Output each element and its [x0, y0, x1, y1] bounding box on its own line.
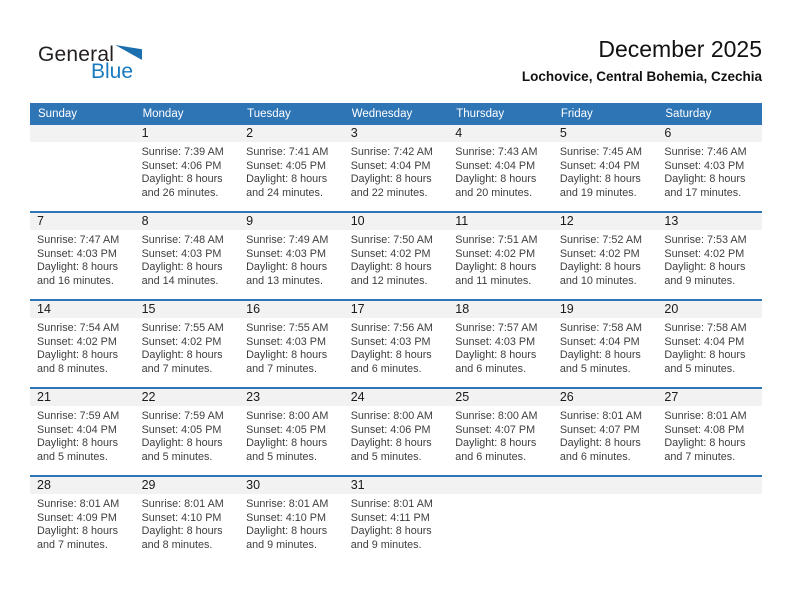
- day-number-strip: [30, 301, 135, 318]
- daylight-text-line1: Daylight: 8 hours: [141, 525, 223, 538]
- daylight-text-line2: and 7 minutes.: [246, 362, 317, 375]
- sunrise-text: Sunrise: 7:45 AM: [559, 146, 643, 158]
- day-cell: [135, 476, 240, 563]
- logo-text-blue: Blue: [91, 60, 134, 83]
- day-number: 19: [559, 302, 574, 316]
- day-number-strip: [657, 301, 762, 318]
- sunrise-text: Sunrise: 7:51 AM: [455, 234, 538, 246]
- week-row: [30, 476, 762, 563]
- sunset-text: Sunset: 4:05 PM: [246, 423, 326, 436]
- week-row: [30, 125, 762, 212]
- sunrise-text: Sunrise: 7:55 AM: [141, 322, 224, 334]
- daylight-text-line2: and 6 minutes.: [455, 362, 527, 375]
- day-number: 26: [559, 390, 574, 404]
- day-cell: [344, 300, 449, 388]
- sunrise-text: Sunrise: 7:56 AM: [350, 322, 433, 334]
- day-cell: [344, 388, 449, 476]
- daylight-text-line1: Daylight: 8 hours: [246, 261, 328, 274]
- day-details: [657, 406, 762, 464]
- weekday-header: Wednesday: [344, 103, 449, 125]
- day-number-strip: [553, 477, 658, 494]
- daylight-text-line2: and 5 minutes.: [559, 362, 631, 375]
- day-number: 9: [246, 214, 254, 228]
- day-number-strip: [657, 389, 762, 406]
- day-number: 1: [141, 126, 149, 140]
- day-cell: [553, 388, 658, 476]
- sunset-text: Sunset: 4:07 PM: [455, 423, 536, 436]
- day-details: [239, 230, 344, 288]
- daylight-text-line2: and 26 minutes.: [141, 186, 219, 199]
- day-details: [553, 142, 658, 200]
- day-cell: [553, 212, 658, 300]
- sunrise-text: Sunrise: 7:59 AM: [37, 410, 120, 422]
- day-number: 18: [455, 302, 470, 316]
- day-number: 16: [246, 302, 261, 316]
- daylight-text-line2: and 7 minutes.: [664, 450, 736, 463]
- day-number-strip: [448, 213, 553, 230]
- daylight-text-line1: Daylight: 8 hours: [141, 349, 223, 362]
- day-cell: [657, 388, 762, 476]
- daylight-text-line2: and 5 minutes.: [350, 450, 422, 463]
- daylight-text-line2: and 5 minutes.: [664, 362, 736, 375]
- day-number: 6: [664, 126, 672, 140]
- sunrise-text: Sunrise: 7:42 AM: [350, 146, 433, 158]
- day-number-strip: [135, 389, 240, 406]
- daylight-text-line1: Daylight: 8 hours: [559, 437, 641, 450]
- day-number: 30: [246, 478, 261, 492]
- daylight-text-line2: and 12 minutes.: [350, 274, 428, 287]
- sunset-text: Sunset: 4:02 PM: [559, 247, 640, 260]
- sunrise-text: Sunrise: 7:46 AM: [664, 146, 747, 158]
- day-cell: [553, 125, 658, 212]
- day-details: [30, 318, 135, 376]
- sunrise-text: Sunrise: 8:01 AM: [141, 498, 224, 510]
- day-details: [657, 318, 762, 376]
- daylight-text-line1: Daylight: 8 hours: [246, 349, 328, 362]
- weekday-header: Thursday: [448, 103, 553, 125]
- day-number: 13: [664, 214, 679, 228]
- day-number-strip: [657, 213, 762, 230]
- sunset-text: Sunset: 4:09 PM: [37, 511, 117, 524]
- sunrise-text: Sunrise: 8:01 AM: [559, 410, 643, 422]
- day-details: [239, 406, 344, 464]
- day-number-strip: [135, 477, 240, 494]
- calendar-month-title: December 2025: [598, 36, 762, 62]
- daylight-text-line1: Daylight: 8 hours: [350, 173, 432, 186]
- sunrise-text: Sunrise: 7:49 AM: [246, 234, 329, 246]
- daylight-text-line1: Daylight: 8 hours: [350, 261, 432, 274]
- daylight-text-line1: Daylight: 8 hours: [455, 173, 537, 186]
- weekday-header: Tuesday: [239, 103, 344, 125]
- daylight-text-line2: and 24 minutes.: [246, 186, 323, 199]
- daylight-text-line2: and 9 minutes.: [350, 538, 422, 551]
- sunrise-text: Sunrise: 7:39 AM: [141, 146, 224, 158]
- day-cell: [657, 125, 762, 212]
- day-number-strip: [657, 125, 762, 142]
- daylight-text-line1: Daylight: 8 hours: [559, 261, 641, 274]
- day-number-strip: [135, 213, 240, 230]
- day-number: 27: [664, 390, 679, 404]
- sunset-text: Sunset: 4:02 PM: [37, 335, 117, 348]
- day-number-strip: [239, 213, 344, 230]
- day-cell: [135, 125, 240, 212]
- sunrise-text: Sunrise: 7:43 AM: [455, 146, 538, 158]
- daylight-text-line2: and 16 minutes.: [37, 274, 114, 287]
- day-details: [135, 318, 240, 376]
- sunset-text: Sunset: 4:06 PM: [141, 159, 222, 172]
- page-header: [0, 0, 792, 85]
- daylight-text-line1: Daylight: 8 hours: [664, 437, 746, 450]
- sunset-text: Sunset: 4:03 PM: [455, 335, 536, 348]
- daylight-text-line2: and 11 minutes.: [455, 274, 532, 287]
- day-cell: [239, 125, 344, 212]
- calendar-location-subtitle: Lochovice, Central Bohemia, Czechia: [521, 69, 762, 84]
- day-number-strip: [553, 301, 658, 318]
- day-number: 23: [246, 390, 261, 404]
- daylight-text-line2: and 9 minutes.: [664, 274, 736, 287]
- general-blue-logo: [38, 44, 142, 82]
- sunset-text: Sunset: 4:04 PM: [559, 335, 640, 348]
- day-number: 25: [455, 390, 470, 404]
- daylight-text-line1: Daylight: 8 hours: [664, 173, 746, 186]
- daylight-text-line1: Daylight: 8 hours: [246, 437, 328, 450]
- day-details: [448, 142, 553, 200]
- daylight-text-line2: and 7 minutes.: [141, 362, 213, 375]
- logo-triangle-icon: [115, 45, 142, 60]
- daylight-text-line1: Daylight: 8 hours: [141, 437, 223, 450]
- sunset-text: Sunset: 4:03 PM: [37, 247, 117, 260]
- day-cell: [657, 300, 762, 388]
- day-number-strip: [344, 125, 449, 142]
- sunset-text: Sunset: 4:04 PM: [559, 159, 640, 172]
- daylight-text-line2: and 9 minutes.: [246, 538, 317, 551]
- calendar-table: [30, 103, 762, 563]
- day-number-strip: [448, 389, 553, 406]
- day-details: [30, 494, 135, 552]
- day-details: [553, 230, 658, 288]
- logo-text-general: General: [38, 43, 115, 66]
- sunset-text: Sunset: 4:04 PM: [455, 159, 536, 172]
- day-number-strip: [448, 125, 553, 142]
- weekday-header: Monday: [135, 103, 240, 125]
- day-number: 24: [350, 390, 365, 404]
- daylight-text-line2: and 10 minutes.: [559, 274, 637, 287]
- sunset-text: Sunset: 4:05 PM: [141, 423, 222, 436]
- daylight-text-line1: Daylight: 8 hours: [37, 525, 119, 538]
- day-details: [135, 230, 240, 288]
- sunset-text: Sunset: 4:04 PM: [350, 159, 431, 172]
- daylight-text-line1: Daylight: 8 hours: [559, 173, 641, 186]
- day-details: [135, 406, 240, 464]
- day-details: [30, 406, 135, 464]
- daylight-text-line2: and 8 minutes.: [37, 362, 108, 375]
- day-cell: [239, 476, 344, 563]
- day-number: 14: [37, 302, 51, 316]
- day-number-strip: [553, 389, 658, 406]
- sunset-text: Sunset: 4:10 PM: [141, 511, 222, 524]
- week-row: [30, 388, 762, 476]
- day-cell: [344, 212, 449, 300]
- empty-day-cell: [30, 125, 135, 212]
- day-cell: [344, 125, 449, 212]
- daylight-text-line2: and 17 minutes.: [664, 186, 742, 199]
- sunrise-text: Sunrise: 8:01 AM: [37, 498, 120, 510]
- day-number: 3: [350, 126, 358, 140]
- day-details: [239, 318, 344, 376]
- day-details: [344, 406, 449, 464]
- day-cell: [135, 212, 240, 300]
- daylight-text-line1: Daylight: 8 hours: [37, 349, 119, 362]
- day-details: [30, 230, 135, 288]
- daylight-text-line1: Daylight: 8 hours: [455, 437, 537, 450]
- day-cell: [30, 476, 135, 563]
- daylight-text-line2: and 22 minutes.: [350, 186, 428, 199]
- daylight-text-line1: Daylight: 8 hours: [350, 349, 432, 362]
- day-number: 12: [559, 214, 574, 228]
- day-cell: [448, 212, 553, 300]
- title-block: [522, 36, 762, 85]
- day-number: 7: [37, 214, 44, 228]
- day-details: [135, 494, 240, 552]
- daylight-text-line2: and 6 minutes.: [559, 450, 631, 463]
- daylight-text-line2: and 7 minutes.: [37, 538, 108, 551]
- daylight-text-line1: Daylight: 8 hours: [141, 261, 223, 274]
- day-details: [448, 406, 553, 464]
- day-details: [344, 142, 449, 200]
- day-details: [553, 318, 658, 376]
- week-row: [30, 300, 762, 388]
- sunset-text: Sunset: 4:02 PM: [664, 247, 745, 260]
- day-number: 28: [37, 478, 51, 492]
- daylight-text-line2: and 14 minutes.: [141, 274, 219, 287]
- day-number-strip: [657, 477, 762, 494]
- daylight-text-line2: and 20 minutes.: [455, 186, 533, 199]
- day-number: 20: [664, 302, 679, 316]
- sunrise-text: Sunrise: 8:00 AM: [246, 410, 329, 422]
- day-cell: [30, 388, 135, 476]
- day-number-strip: [135, 125, 240, 142]
- sunrise-text: Sunrise: 7:41 AM: [246, 146, 329, 158]
- day-number: 2: [246, 126, 254, 140]
- day-details: [448, 318, 553, 376]
- day-number: 8: [141, 214, 149, 228]
- daylight-text-line1: Daylight: 8 hours: [559, 349, 641, 362]
- sunset-text: Sunset: 4:03 PM: [246, 335, 326, 348]
- day-number-strip: [239, 125, 344, 142]
- day-number: 15: [141, 302, 156, 316]
- sunrise-text: Sunrise: 8:01 AM: [350, 498, 433, 510]
- daylight-text-line2: and 6 minutes.: [350, 362, 422, 375]
- day-cell: [448, 125, 553, 212]
- sunrise-text: Sunrise: 7:58 AM: [664, 322, 747, 334]
- sunrise-text: Sunrise: 7:58 AM: [559, 322, 643, 334]
- day-number-strip: [239, 301, 344, 318]
- sunrise-text: Sunrise: 7:54 AM: [37, 322, 120, 334]
- sunrise-text: Sunrise: 8:01 AM: [664, 410, 747, 422]
- weekday-header: Saturday: [657, 103, 762, 125]
- sunset-text: Sunset: 4:06 PM: [350, 423, 431, 436]
- daylight-text-line2: and 5 minutes.: [37, 450, 108, 463]
- sunset-text: Sunset: 4:10 PM: [246, 511, 326, 524]
- daylight-text-line2: and 19 minutes.: [559, 186, 637, 199]
- daylight-text-line1: Daylight: 8 hours: [350, 525, 432, 538]
- day-details: [239, 142, 344, 200]
- sunset-text: Sunset: 4:04 PM: [37, 423, 117, 436]
- day-number: 17: [350, 302, 365, 316]
- day-number: 31: [350, 478, 365, 492]
- day-number-strip: [239, 477, 344, 494]
- day-number-strip: [344, 389, 449, 406]
- sunset-text: Sunset: 4:11 PM: [350, 511, 430, 524]
- sunset-text: Sunset: 4:02 PM: [350, 247, 431, 260]
- day-number-strip: [239, 389, 344, 406]
- empty-day-cell: [553, 476, 658, 563]
- daylight-text-line1: Daylight: 8 hours: [455, 261, 537, 274]
- daylight-text-line1: Daylight: 8 hours: [664, 349, 746, 362]
- weekday-header: Sunday: [30, 103, 135, 125]
- day-cell: [30, 300, 135, 388]
- sunrise-text: Sunrise: 8:00 AM: [455, 410, 538, 422]
- sunrise-text: Sunrise: 7:55 AM: [246, 322, 329, 334]
- empty-day-cell: [448, 476, 553, 563]
- sunset-text: Sunset: 4:05 PM: [246, 159, 326, 172]
- day-cell: [553, 300, 658, 388]
- sunset-text: Sunset: 4:07 PM: [559, 423, 640, 436]
- daylight-text-line1: Daylight: 8 hours: [246, 525, 328, 538]
- day-number-strip: [30, 213, 135, 230]
- day-number: 11: [455, 214, 469, 228]
- sunrise-text: Sunrise: 8:00 AM: [350, 410, 433, 422]
- daylight-text-line1: Daylight: 8 hours: [664, 261, 746, 274]
- day-cell: [239, 212, 344, 300]
- day-number-strip: [30, 477, 135, 494]
- day-cell: [657, 212, 762, 300]
- day-number-strip: [344, 301, 449, 318]
- day-details: [344, 494, 449, 552]
- day-details: [448, 230, 553, 288]
- sunrise-text: Sunrise: 7:50 AM: [350, 234, 433, 246]
- daylight-text-line1: Daylight: 8 hours: [37, 437, 119, 450]
- sunrise-text: Sunrise: 7:53 AM: [664, 234, 747, 246]
- sunrise-text: Sunrise: 7:52 AM: [559, 234, 643, 246]
- sunrise-text: Sunrise: 7:57 AM: [455, 322, 538, 334]
- sunset-text: Sunset: 4:03 PM: [350, 335, 431, 348]
- day-details: [344, 318, 449, 376]
- day-cell: [30, 212, 135, 300]
- sunset-text: Sunset: 4:04 PM: [664, 335, 745, 348]
- daylight-text-line2: and 13 minutes.: [246, 274, 323, 287]
- sunrise-text: Sunrise: 7:47 AM: [37, 234, 120, 246]
- daylight-text-line2: and 6 minutes.: [455, 450, 527, 463]
- sunrise-text: Sunrise: 8:01 AM: [246, 498, 329, 510]
- day-number-strip: [553, 125, 658, 142]
- empty-day-cell: [657, 476, 762, 563]
- sunrise-text: Sunrise: 7:48 AM: [141, 234, 224, 246]
- daylight-text-line1: Daylight: 8 hours: [246, 173, 328, 186]
- day-details: [657, 142, 762, 200]
- day-number-strip: [135, 301, 240, 318]
- day-number: 29: [141, 478, 156, 492]
- day-number: 4: [455, 126, 463, 140]
- day-number-strip: [30, 125, 135, 142]
- day-cell: [448, 388, 553, 476]
- daylight-text-line2: and 5 minutes.: [246, 450, 317, 463]
- day-number-strip: [553, 213, 658, 230]
- day-cell: [239, 300, 344, 388]
- day-details: [239, 494, 344, 552]
- day-cell: [239, 388, 344, 476]
- day-cell: [135, 388, 240, 476]
- daylight-text-line1: Daylight: 8 hours: [455, 349, 537, 362]
- day-number-strip: [448, 301, 553, 318]
- week-row: [30, 212, 762, 300]
- day-details: [657, 230, 762, 288]
- daylight-text-line2: and 5 minutes.: [141, 450, 213, 463]
- day-details: [135, 142, 240, 200]
- sunset-text: Sunset: 4:02 PM: [455, 247, 536, 260]
- daylight-text-line2: and 8 minutes.: [141, 538, 213, 551]
- day-details: [344, 230, 449, 288]
- day-number: 22: [141, 390, 156, 404]
- sunset-text: Sunset: 4:08 PM: [664, 423, 745, 436]
- day-number-strip: [344, 213, 449, 230]
- day-cell: [344, 476, 449, 563]
- daylight-text-line1: Daylight: 8 hours: [350, 437, 432, 450]
- sunset-text: Sunset: 4:03 PM: [664, 159, 745, 172]
- daylight-text-line1: Daylight: 8 hours: [141, 173, 223, 186]
- daylight-text-line1: Daylight: 8 hours: [37, 261, 119, 274]
- day-cell: [448, 300, 553, 388]
- sunset-text: Sunset: 4:03 PM: [141, 247, 222, 260]
- day-number: 10: [350, 214, 365, 228]
- sunset-text: Sunset: 4:03 PM: [246, 247, 326, 260]
- day-number: 5: [559, 126, 567, 140]
- weekday-header: Friday: [553, 103, 658, 125]
- day-details: [553, 406, 658, 464]
- day-number-strip: [344, 477, 449, 494]
- day-cell: [135, 300, 240, 388]
- day-number: 21: [37, 390, 51, 404]
- sunrise-text: Sunrise: 7:59 AM: [141, 410, 224, 422]
- day-number-strip: [448, 477, 553, 494]
- day-number-strip: [30, 389, 135, 406]
- sunset-text: Sunset: 4:02 PM: [141, 335, 222, 348]
